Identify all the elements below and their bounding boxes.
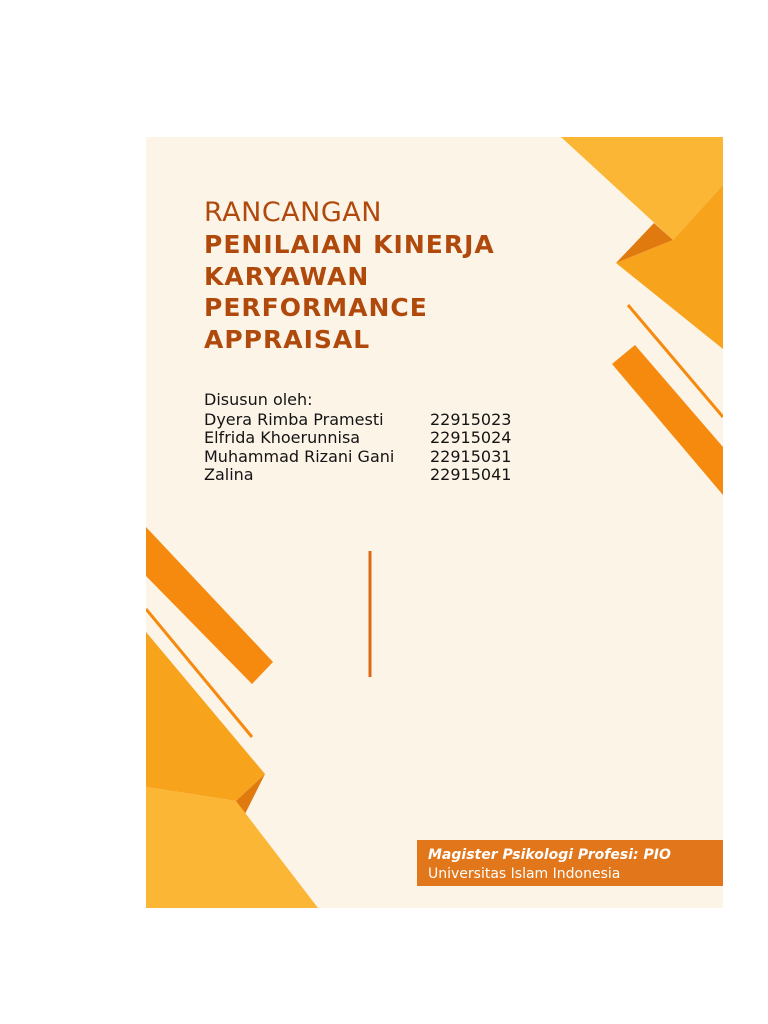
author-id: 22915024 [430,428,512,447]
author-name: Zalina [204,465,254,484]
program-name: Magister Psikologi Profesi: PIO [428,847,671,863]
author-name: Elfrida Khoerunnisa [204,428,361,447]
authors-table [204,411,511,485]
title-bold-line-4: APPRAISAL [204,324,371,354]
title-bold-line-2: KARYAWAN [204,261,370,291]
author-name: Muhammad Rizani Gani [204,446,395,466]
author-id: 22915031 [430,446,512,466]
author-id: 22915041 [430,465,512,484]
title-block [204,197,604,355]
author-name: Dyera Rimba Pramesti [204,409,384,429]
university-name: Universitas Islam Indonesia [428,866,621,882]
title-line-1: RANCANGAN [204,197,382,228]
title-bold-line-1: PENILAIAN KINERJA [204,230,495,259]
document-cover-page [146,137,723,908]
footer-banner [417,840,723,886]
author-id: 22915023 [430,409,512,429]
title-bold-line-3: PERFORMANCE [204,293,428,322]
author-row [204,466,511,485]
authors-heading: Disusun oleh: [204,390,313,409]
authors-section [204,391,511,485]
author-row [204,429,511,448]
author-row [204,411,511,430]
bottom-left-light-triangle [146,787,318,908]
top-right-orange-bar [612,345,723,495]
author-row [204,448,511,467]
